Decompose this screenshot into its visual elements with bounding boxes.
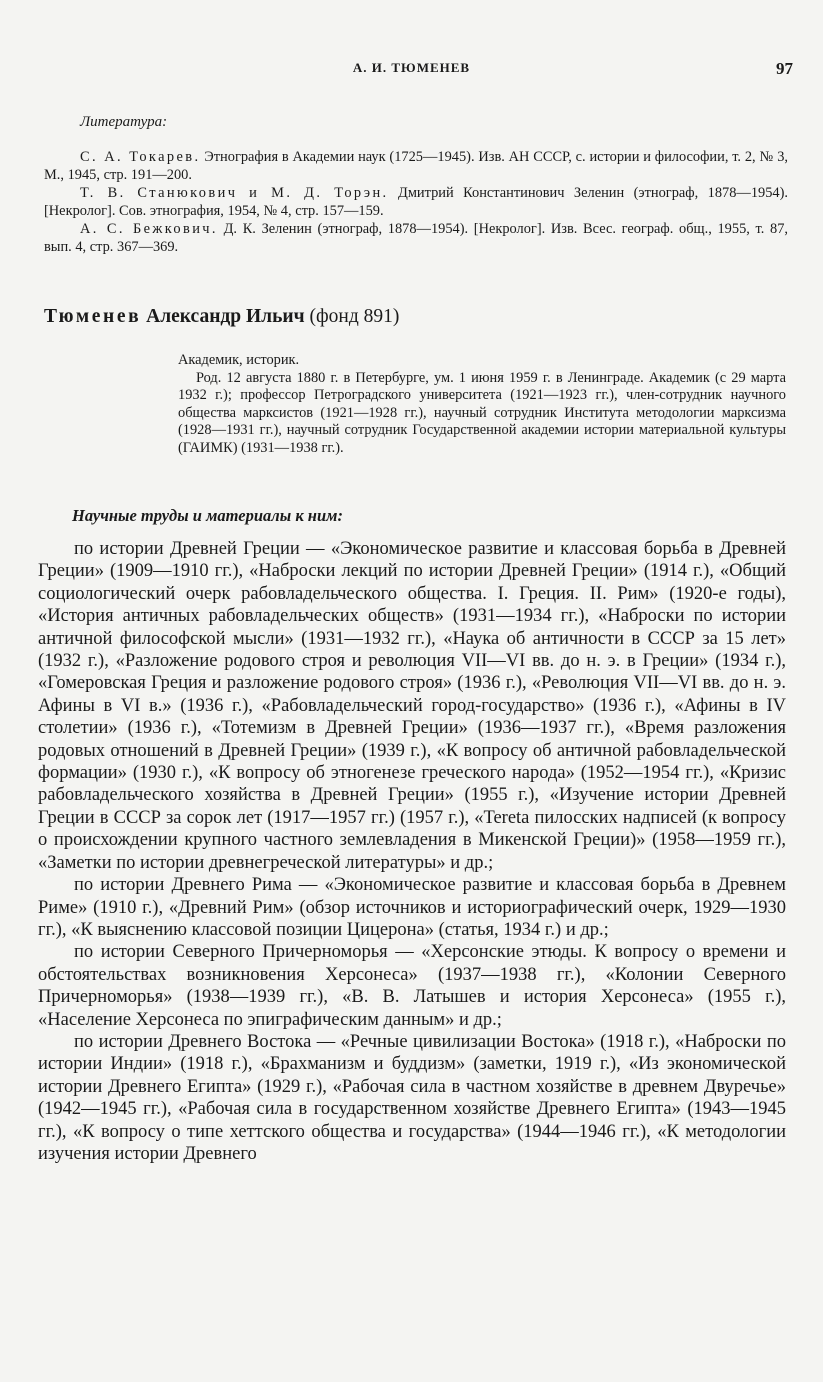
person-surname: Тюменев [44, 306, 142, 327]
ref-author: Т. В. Станюкович и М. Д. Торэн. [80, 185, 389, 201]
person-fund: (фонд 891) [309, 306, 400, 327]
ref-author: С. А. Токарев. [80, 149, 201, 165]
literature-ref [44, 184, 788, 220]
literature-ref [44, 220, 788, 256]
running-head: А. И. ТЮМЕНЕВ [352, 60, 471, 75]
bio-text: Род. 12 августа 1880 г. в Петербурге, ум. 1 июня 1959 г. в Ленинграде. Академик (с 29 марта 1932 г.); профессор Петроградского университета (1921—1923 гг.), член-сотрудник научного общества марксистов (1921—1928 гг.), научный сотрудник Института методологии марксизма (1928—1931 гг.), научный сотрудник Государственной академии истории материальной культуры (ГАИМК) (1931—1938 гг.). [178, 369, 786, 456]
person-name: Александр Ильич [141, 306, 310, 327]
page-number: 97 [776, 59, 793, 78]
works-paragraph: по истории Древнего Рима — «Экономическое развитие и классовая борьба в Древнем Риме» (1910 г.), «Древний Рим» (обзор источников и историографический очерк, 1929—1930 гг.), «К выяснению классовой позиции Цицерона» (статья, 1934 г.) и др.; [38, 875, 786, 940]
ref-text: Д. К. Зеленин (этнограф, 1878—1954). [Некролог]. Изв. Всес. географ. общ., 1955, т. 87, вып. 4, стр. 367—369. [44, 221, 789, 255]
works-heading: Научные труды и материалы к ним: [72, 506, 343, 525]
person-heading [44, 306, 399, 328]
literature-ref [44, 148, 788, 184]
literature-heading: Литература: [80, 114, 168, 130]
bio-title: Академик, историк. [178, 352, 300, 368]
ref-text: Дмитрий Константинович Зеленин (этнограф, 1878—1954). [Некролог]. Сов. этнография, 1954, № 4, стр. 157—159. [44, 185, 788, 219]
works-paragraph: по истории Северного Причерноморья — «Херсонские этюды. К вопросу о времени и обстоятельствах возникновения Херсонеса» (1937—1938 гг.), «Колонии Северного Причерноморья» (1938—1939 гг.), «В. В. Латышев и история Херсонеса» (1955 г.), «Население Херсонеса по эпиграфическим данным» и др.; [38, 942, 786, 1030]
works-paragraph: по истории Древней Греции — «Экономическое развитие и классовая борьба в Древней Греции» (1909—1910 гг.), «Наброски лекций по истории Древней Греции» (1914 г.), «Общий социологический очерк рабовладельческого общества. I. Греция. II. Рим» (1920-е годы), «История античных рабовладельческих обществ» (1931—1934 гг.), «Наброски по истории античной философской мысли» (1931—1932 гг.), «Наука об античности в СССР за 15 лет» (1932 г.), «Разложение родового строя и революция VII—VI вв. до н. э. в Греции» (1934 г.), «Гомеровская Греция и разложение родового строя» (1936 г.), «Революция VII—VI вв. до н. э. Афины в VI в.» (1936 г.), «Рабовладельческий город-государство» (1936 г.), «Афины в IV столетии» (1936 г.), «Тотемизм в Древней Греции» (1936—1937 гг.), «Время разложения родовых отношений в Древней Греции» (1939 г.), «К вопросу об античной рабовладельческой формации» (1930 г.), «К вопросу об этногенезе греческого народа» (1952—1954 гг.), «Кризис рабовладельческого хозяйства в Древней Греции» (1955 г.), «Изучение истории Древней Греции в СССР за сорок лет (1917—1957 гг.) (1957 г.), «Tereta пилосских надписей (к вопросу о происхождении крупного частного землевладения в Микенской Греции)» (1958—1959 гг.), «Заметки по истории древнегреческой литературы» и др.; [38, 539, 786, 873]
ref-text: Этнография в Академии наук (1725—1945). Изв. АН СССР, с. истории и философии, т. 2, № 3, М., 1945, стр. 191—200. [44, 149, 788, 183]
ref-author: А. С. Бежкович. [80, 221, 218, 237]
works-paragraph: по истории Древнего Востока — «Речные цивилизации Востока» (1918 г.), «Наброски по истории Индии» (1918 г.), «Брахманизм и буддизм» (заметки, 1919 г.), «Из экономической истории Древнего Египта» (1929 г.), «Рабочая сила в частном хозяйстве в древнем Двуречье» (1942—1945 гг.), «Рабочая сила в государственном хозяйстве Древнего Египта» (1943—1945 гг.), «К вопросу о типе хеттского общества и государства» (1944—1946 гг.), «К методологии изучения истории Древнего [38, 1031, 786, 1164]
works-list [38, 538, 786, 1165]
biography [178, 352, 786, 458]
literature-list [44, 148, 788, 256]
